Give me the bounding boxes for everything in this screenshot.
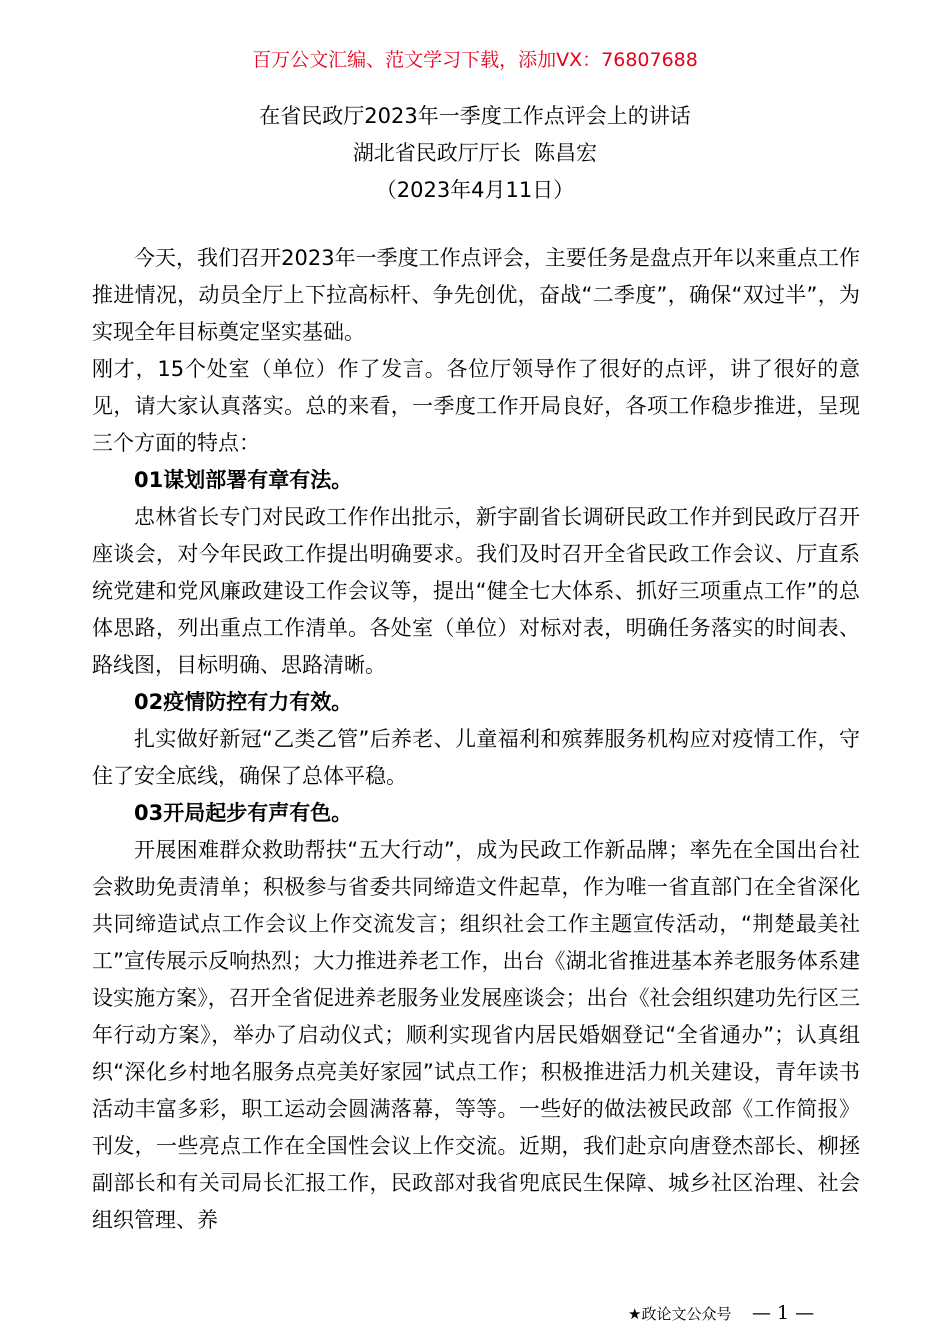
speech-title: 在省民政厅2023年一季度工作点评会上的讲话 (259, 104, 691, 128)
speech-date: （2023年4月11日） (375, 178, 575, 202)
speech-body (92, 240, 860, 1239)
paragraph-achievements: 开展困难群众救助帮扶“五大行动”，成为民政工作新品牌；率先在全国出台社会救助免责清单；积极参与省委共同缔造文件起草，作为唯一省直部门在全省深化共同缔造试点工作会议上作交流发言；组织社会工作主题宣传活动，“荆楚最美社工”宣传展示反响热烈；大力推进养老工作，出台《湖北省推进基本养老服务体系建设实施方案》，召开全省促进养老服务业发展座谈会；出台《社会组织建功先行区三年行动方案》，举办了启动仪式；顺利实现省内居民婚姻登记“全省通办”；认真组织“深化乡村地名服务点亮美好家园”试点工作；积极推进活力机关建设，青年读书活动丰富多彩，职工运动会圆满落幕，等等。一些好的做法被民政部《工作简报》刊发，一些亮点工作在全国性会议上作交流。近期，我们赴京向唐登杰部长、柳拯副部长和有关司局长汇报工作，民政部对我省兜底民生保障、城乡社区治理、社会组织管理、养 (92, 838, 860, 1232)
title-block (0, 98, 950, 209)
page-number: — 1 — (752, 1302, 815, 1324)
paragraph-overview: 刚才，15个处室（单位）作了发言。各位厅领导作了很好的点评，讲了很好的意见，请大家认真落实。总的来看，一季度工作开局良好，各项工作稳步推进，呈现三个方面的特点： (92, 357, 860, 455)
footer-source: ★政论文公众号 (628, 1305, 732, 1323)
speaker-line: 湖北省民政厅厅长 陈昌宏 (352, 141, 598, 165)
download-banner: 百万公文汇编、范文学习下载，添加VX：76807688 (252, 49, 698, 71)
paragraph-planning: 忠林省长专门对民政工作作出批示，新宇副省长调研民政工作并到民政厅召开座谈会，对今年民政工作提出明确要求。我们及时召开全省民政工作会议、厅直系统党建和党风廉政建设工作会议等，提出“健全七大体系、抓好三项重点工作”的总体思路，列出重点工作清单。各处室（单位）对标对表，明确任务落实的时间表、路线图，目标明确、思路清晰。 (92, 505, 860, 677)
paragraph-intro: 今天，我们召开2023年一季度工作点评会，主要任务是盘点开年以来重点工作推进情况，动员全厅上下拉高标杆、争先创优，奋战“二季度”，确保“双过半”，为实现全年目标奠定坚实基础。 (92, 246, 860, 344)
section-heading-01: 01谋划部署有章有法。 (134, 468, 353, 492)
section-heading-02: 02疫情防控有力有效。 (134, 690, 353, 714)
paragraph-epidemic: 扎实做好新冠“乙类乙管”后养老、儿童福利和殡葬服务机构应对疫情工作，守住了安全底线，确保了总体平稳。 (92, 727, 860, 788)
page-footer (0, 1300, 950, 1328)
section-heading-03: 03开局起步有声有色。 (134, 801, 353, 825)
